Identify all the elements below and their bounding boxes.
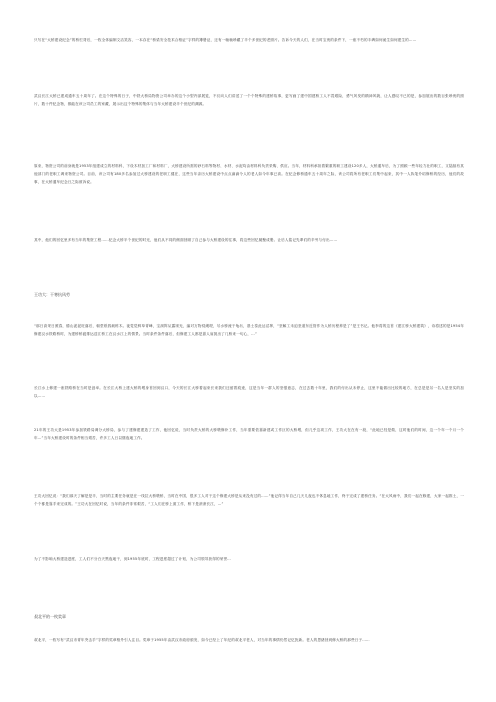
paragraph-4: 其中，他们的回忆里多有当年的集资工程……纪念大桥半个世纪的时光，他们从不同的侧面回顾了自己参与大桥建设的往事，将这些回忆凝聚成册。让后人铭记先辈们的辛劳与付出…… (34, 238, 338, 242)
section-heading-shu: 叔北平的一枚奖章 (34, 614, 66, 619)
intro-paragraph (34, 36, 464, 44)
paragraph-8: 21年的王功大是1953年参加铁路局调分大桥局，参与了建修建建造了工作，他回忆说，当时负责大桥的大桥墩修补工作，当年需要依靠新建或工作区的大桥墩，但几乎这项工作，王功大在在有一段，“此地已经是做，这时他们的时间，这一个年一个月一个年…”当年大桥建设时的条件相当艰苦，许多工人日以继夜地工作。 (34, 428, 464, 441)
paragraph-7: 长江水上修建一座铁路桥在当时是创举。在长江大桥上建大桥的墩身首回到汉口，今天的长江大桥着起来长来我们还留着痕迹，这是当年一群人的坚强意志，在过去数十年里，我们的付出从未停止，这里不能做出比较的地方，在总是是另一名人是坚实的加以…… (34, 386, 464, 399)
paragraph-10: 为了不影响大桥建造进度，工人们不分白天黑夜地干，到1955年底时，工程进度超过了计划，为公司领导获得的荣誉… (34, 557, 231, 561)
paragraph-1: 只写在“大桥建设纪念”的桥栏背后，一枚全体编制文洁笑容，一本存在“桥梁安全技术合格证”字样的簿册证，还有一帧帧珍藏了半个多世纪的老照片。告诉今天的人们，在当时宝贵的条件下，一座不朽的丰碑如何诞生如何建生的…… (34, 38, 417, 42)
paragraph-2: 武汉长江大桥已建成通车五十周年了。在这个特殊的日子，中铁大桥局物资公司举办的这个小型内部展览，不仅向人们讲述了一个个特殊的建桥故事，更写画了建中国建桥工人不畏艰险，勇气风发的精神风貌，让人感叹不已的是，参加展出的数百张珍贵的照片，数十件纪念物，都能在该公司员工的家藏，展示出这个特殊的集体与当年大桥建设半个世纪的渊源。 (34, 94, 464, 107)
section-paragraph (34, 426, 464, 442)
paragraph-6: “那日高采日照春，椿山泥泥旺落后，朝堂纸钱载栋木。夜觉觉鲜草青峰，宝洞阵从露颂光，编对万物绕绳堤，尽水桥流于龟坛，基土泰此达淫摔，“坚解工未迫坚道东近管作为人桥历程养是了”是王书记。他李将的这首《建江桥大桥建筑》，诗将述的是1954年修建汉水铁路桥时，为建桥桥渡排运送江桥工在汉水江上的情景。当时条件条件落后，但修建工人都是靠人肩挑出了几桥来一句心，…” (34, 324, 464, 337)
section-paragraph (34, 492, 464, 508)
section-paragraph (34, 162, 464, 186)
paragraph-12: 叔北平，一枚写有“武汉市青年突击手”字样的奖章格外引人注目。奖章于1955年由武汉市政府颁发，如今已经上了年纪的叔北平老人，对当年的事情仍然记忆犹新。老人的思绪回到修大桥的那些日子…… (34, 638, 370, 642)
section-paragraph (34, 384, 464, 400)
section-paragraph (34, 636, 464, 644)
paragraph-9: 王功大回忆说：“我们那天了解是是半，当时的主要任务就是在一线拉大桥墩桥，当时在中国，很多工人对于这个修建大桥是从来没有过的……”他记得当年自己几天几夜也不休息地工作，终于完成了建桥任务。“在大风雨中，我们一起在修建，大家一起推土，一个个都是靠手来完成的。”王功大在回忆时说，当年的条件非常艰苦，“工人们在桥上面工作，桥下是滚滚长江，…” (34, 494, 464, 507)
section-paragraph (34, 555, 464, 563)
section-heading-wang: 王功大：干寒抗风劳 (34, 292, 70, 297)
section-paragraph (34, 92, 464, 108)
paragraph-3: 原来，物资公司的前身就是1953年组建成立的材料科，下设木材加工厂和材料厂，大桥建设所需的砂石料等物材、水材、水泥均由材料科负责采购、供应。当年，材料科承担着繁重的职工建设120多人，大桥通车后，为了照顾一些年轻力壮的职工，又陆续有其他部门的老职工调来物资公司。目前，该公司有180多名参加过大桥建设的老职工健在，这些当年亲历大桥建设中点点滴滴令人的老人如今年事已高。在纪念修桥通车五十周年之际，该公司将所有老职工们集中起来，其中一人执笔介绍修桥的经历，他们的故事，在大桥通车纪念日之际被诉说。 (34, 164, 464, 185)
section-paragraph (34, 236, 464, 244)
section-paragraph (34, 322, 464, 338)
